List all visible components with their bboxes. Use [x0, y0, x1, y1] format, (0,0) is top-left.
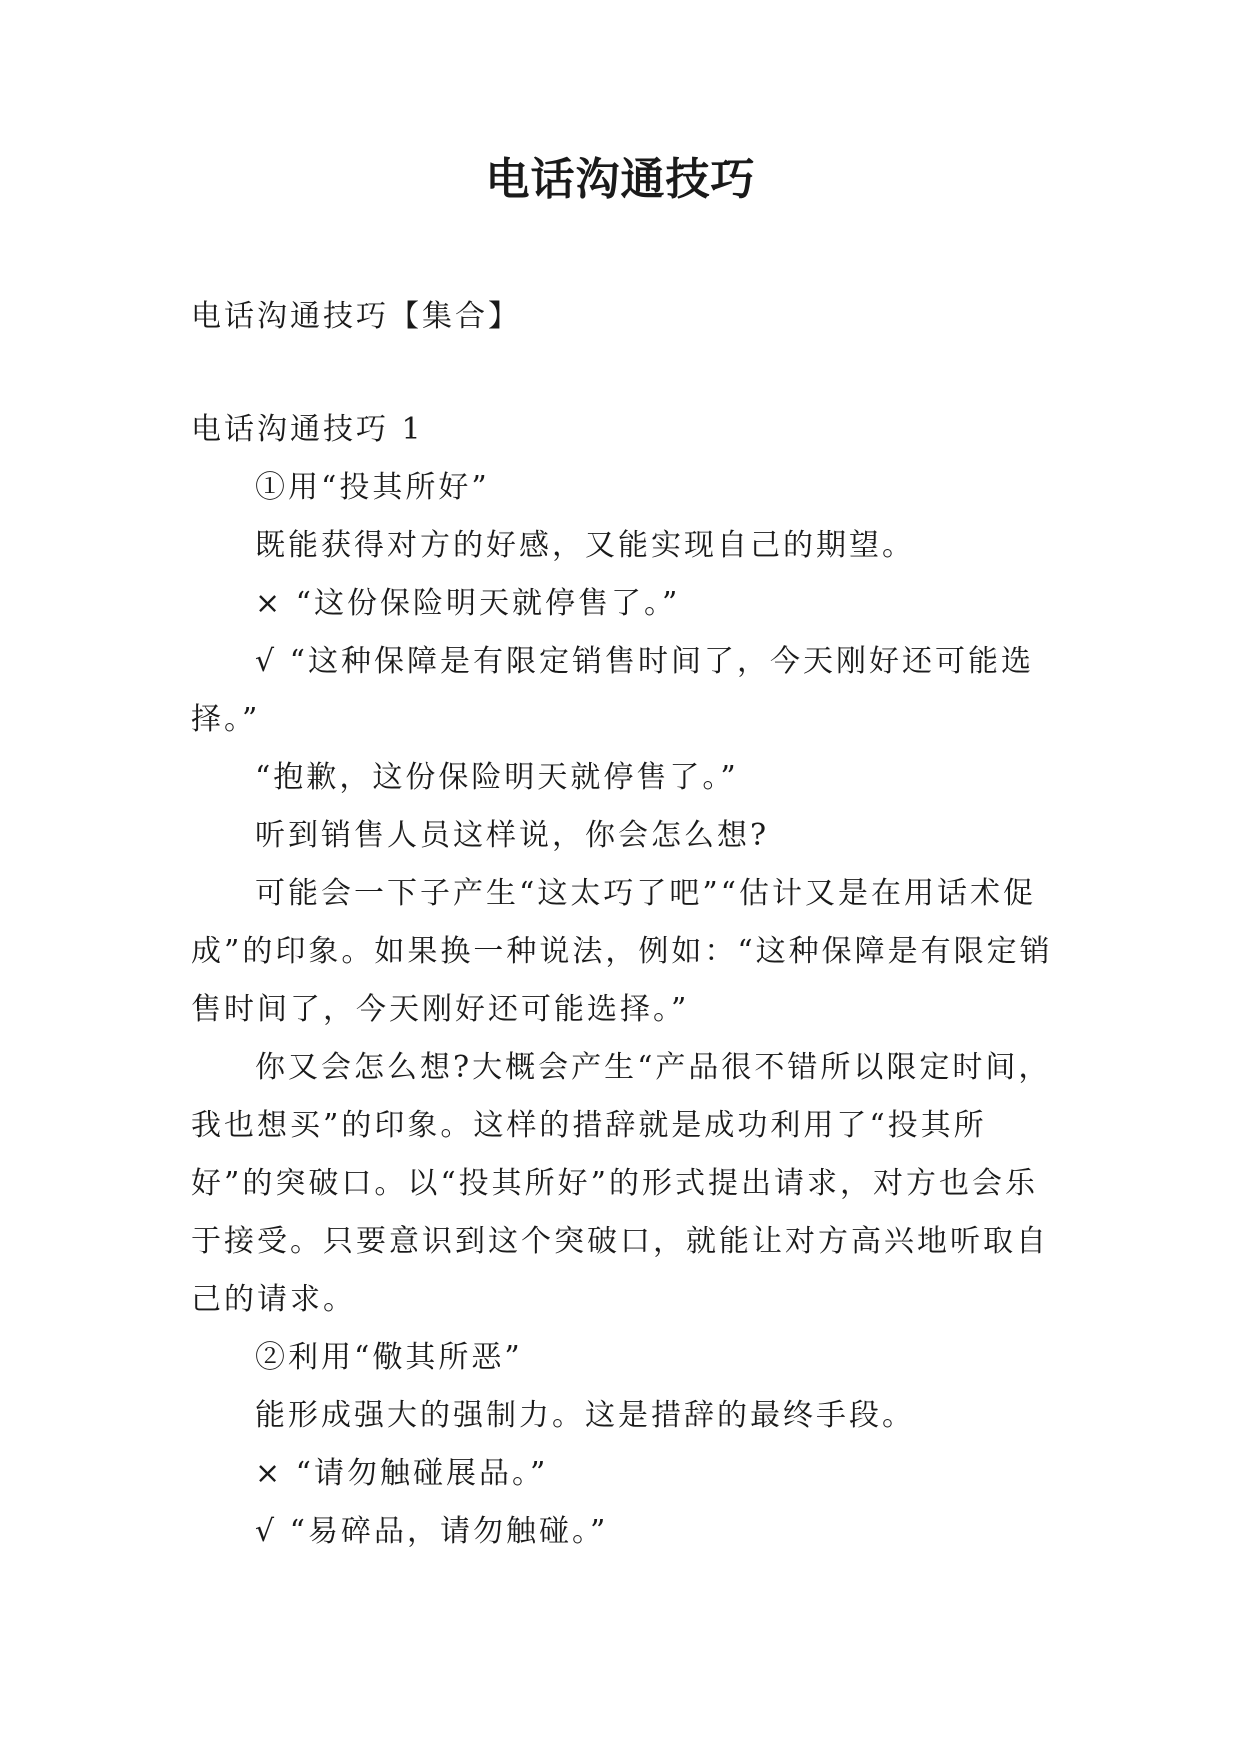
- document-title: 电话沟通技巧: [485, 154, 756, 205]
- paragraph: 听到销售人员这样说，你会怎么想?: [255, 818, 770, 853]
- paragraph: 能形成强大的强制力。这是措辞的最终手段。: [255, 1398, 915, 1433]
- section-heading: 电话沟通技巧 1: [191, 412, 424, 447]
- paragraph: √ “这种保障是有限定销售时间了，今天刚好还可能选择。”: [191, 644, 1034, 737]
- paragraph: ②利用“儆其所恶”: [255, 1340, 523, 1375]
- document-subtitle: 电话沟通技巧【集合】: [191, 299, 521, 334]
- paragraph: 你又会怎么想?大概会产生“产品很不错所以限定时间，我也想买”的印象。这样的措辞就是成功利用了“投其所好”的突破口。以“投其所好”的形式提出请求，对方也会乐于接受。只要意识到这个突破口，就能让对方高兴地听取自己的请求。: [191, 1050, 1052, 1317]
- paragraph: √ “易碎品，请勿触碰。”: [255, 1514, 609, 1549]
- paragraph: ①用“投其所好”: [255, 470, 490, 505]
- section-1: [191, 401, 1059, 1561]
- paragraph: × “请勿触碰展品。”: [255, 1456, 549, 1491]
- paragraph: 既能获得对方的好感，又能实现自己的期望。: [255, 528, 915, 563]
- paragraph: 可能会一下子产生“这太巧了吧”“估计又是在用话术促成”的印象。如果换一种说法，例如：“这种保障是有限定销售时间了，今天刚好还可能选择。”: [191, 876, 1053, 1027]
- paragraph: × “这份保险明天就停售了。”: [255, 586, 681, 621]
- paragraph: “抱歉，这份保险明天就停售了。”: [255, 760, 739, 795]
